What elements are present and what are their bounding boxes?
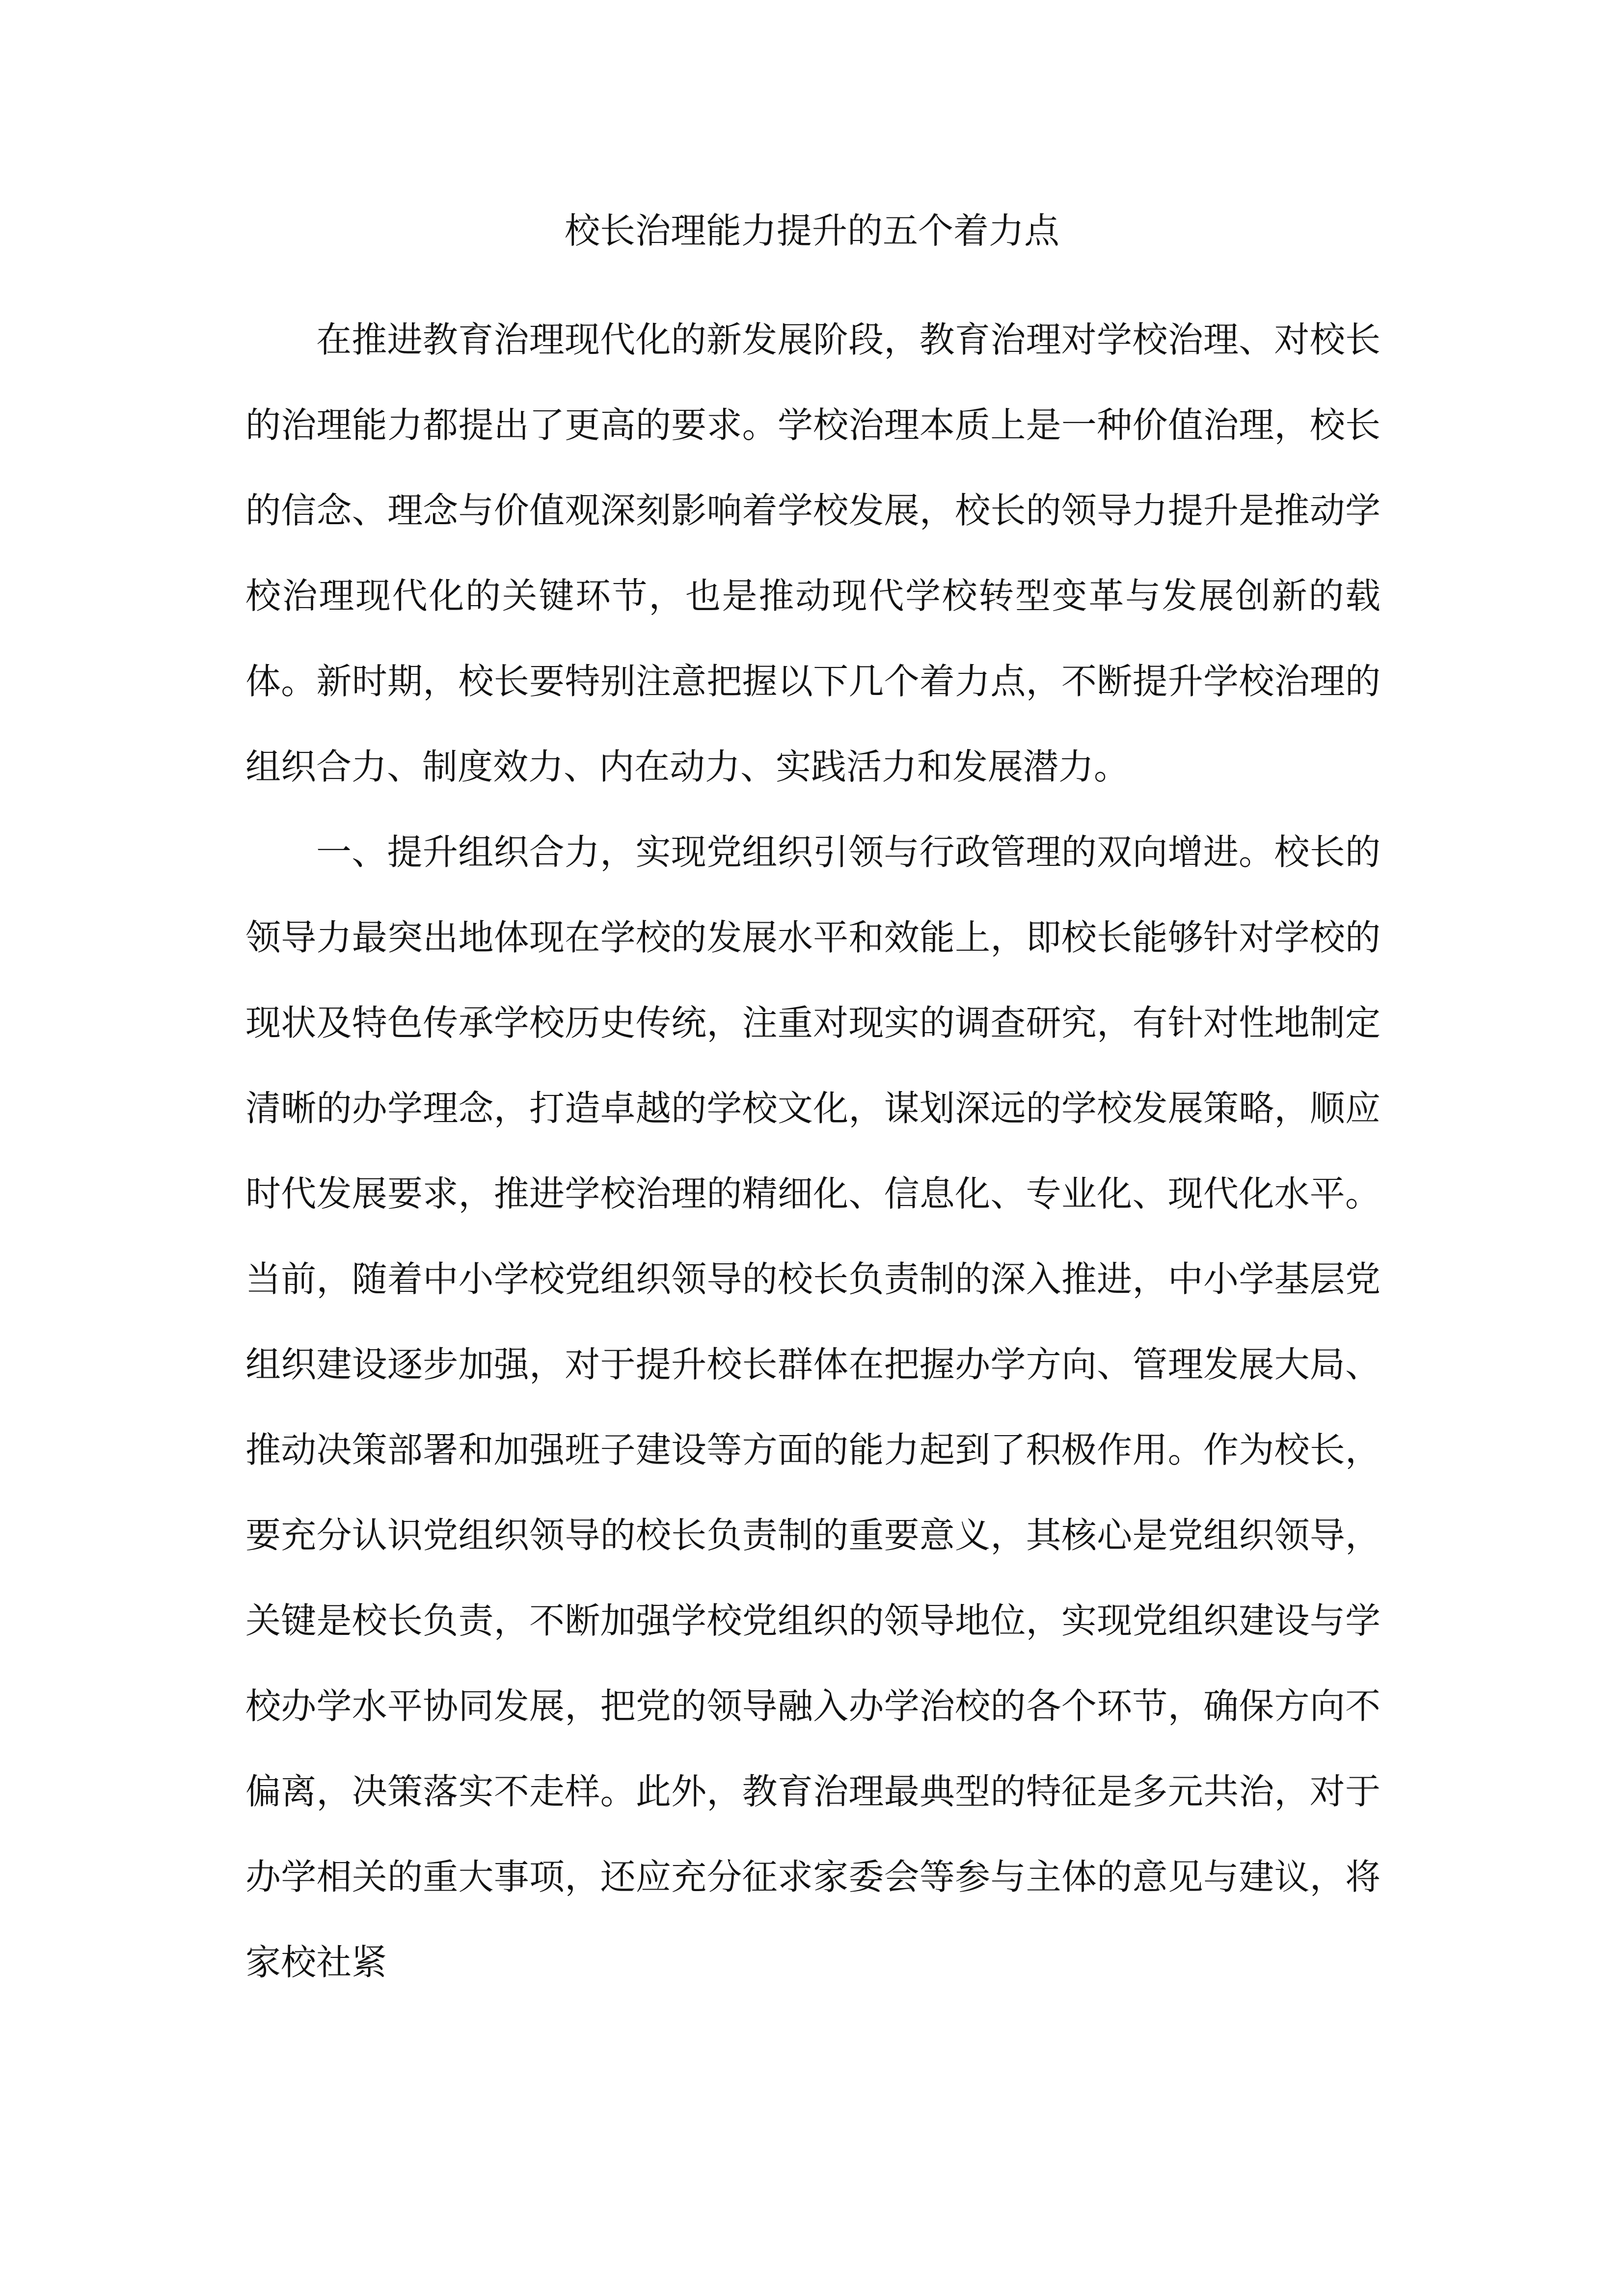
paragraph-section-one: 一、提升组织合力，实现党组织引领与行政管理的双向增进。校长的领导力最突出地体现在学校的发展水平和效能上，即校长能够针对学校的现状及特色传承学校历史传统，注重对现实的调查研究，有针对性地制定清晰的办学理念，打造卓越的学校文化，谋划深远的学校发展策略，顺应时代发展要求，推进学校治理的精细化、信息化、专业化、现代化水平。当前，随着中小学校党组织领导的校长负责制的深入推进，中小学基层党组织建设逐步加强，对于提升校长群体在把握办学方向、管理发展大局、推动决策部署和加强班子建设等方面的能力起到了积极作用。作为校长，要充分认识党组织领导的校长负责制的重要意义，其核心是党组织领导，关键是校长负责，不断加强学校党组织的领导地位，实现党组织建设与学校办学水平协同发展，把党的领导融入办学治校的各个环节，确保方向不偏离，决策落实不走样。此外，教育治理最典型的特征是多元共治，对于办学相关的重大事项，还应充分征求家委会等参与主体的意见与建议，将家校社紧 [245,831,1380,1983]
paragraph-intro: 在推进教育治理现代化的新发展阶段，教育治理对学校治理、对校长的治理能力都提出了更高的要求。学校治理本质上是一种价值治理，校长的信念、理念与价值观深刻影响着学校发展，校长的领导力提升是推动学校治理现代化的关键环节，也是推动现代学校转型变革与发展创新的载体。新时期，校长要特别注意把握以下几个着力点，不断提升学校治理的组织合力、制度效力、内在动力、实践活力和发展潜力。 [245,319,1380,787]
document-body [245,297,1380,2005]
document-title: 校长治理能力提升的五个着力点 [564,210,1059,251]
